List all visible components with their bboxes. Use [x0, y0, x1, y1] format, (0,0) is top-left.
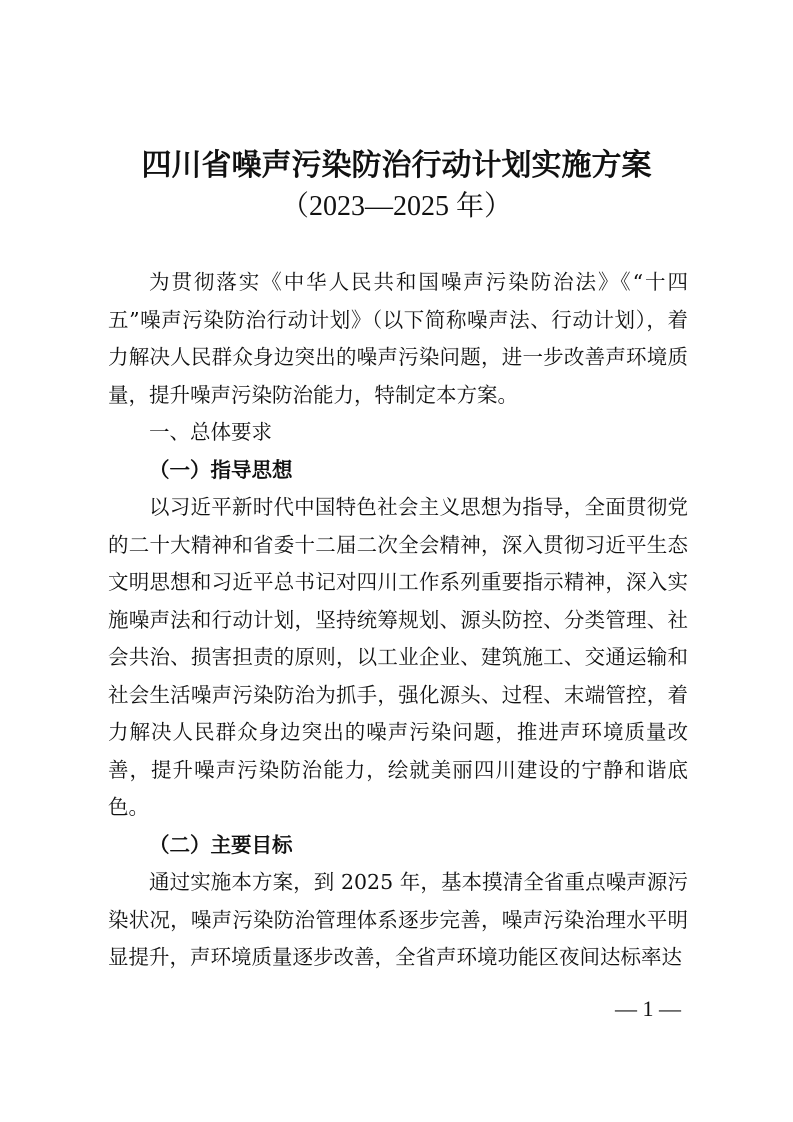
page-number: — 1 —: [615, 996, 681, 1021]
guiding-ideology-paragraph: 以习近平新时代中国特色社会主义思想为指导，全面贯彻党的二十大精神和省委十二届二次全会精神，深入贯彻习近平生态文明思想和习近平总书记对四川工作系列重要指示精神，深入实施噪声法和行动计划，坚持统筹规划、源头防控、分类管理、社会共治、损害担责的原则，以工业企业、建筑施工、交通运输和社会生活噪声污染防治为抓手，强化源头、过程、末端管控，着力解决人民群众身边突出的噪声污染问题，推进声环境质量改善，提升噪声污染防治能力，绘就美丽四川建设的宁静和谐底色。: [108, 495, 688, 819]
document-title: 四川省噪声污染防治行动计划实施方案: [141, 148, 652, 183]
main-goals-paragraph: 通过实施本方案，到 2025 年，基本摸清全省重点噪声源污染状况，噪声污染防治管理体系逐步完善，噪声污染治理水平明显提升，声环境质量逐步改善，全省声环境功能区夜间达标率达: [108, 870, 688, 969]
intro-paragraph: 为贯彻落实《中华人民共和国噪声污染防治法》《“十四五”噪声污染防治行动计划》（以下简称噪声法、行动计划），着力解决人民群众身边突出的噪声污染问题，进一步改善声环境质量，提升噪声污染防治能力，特制定本方案。: [108, 270, 688, 407]
subsection-heading: （一）指导思想: [149, 457, 293, 482]
subsection-heading: （二）主要目标: [149, 832, 293, 857]
document-body: [108, 264, 688, 977]
document-subtitle: （2023—2025 年）: [280, 191, 512, 222]
section-heading: 一、总体要求: [149, 420, 272, 444]
